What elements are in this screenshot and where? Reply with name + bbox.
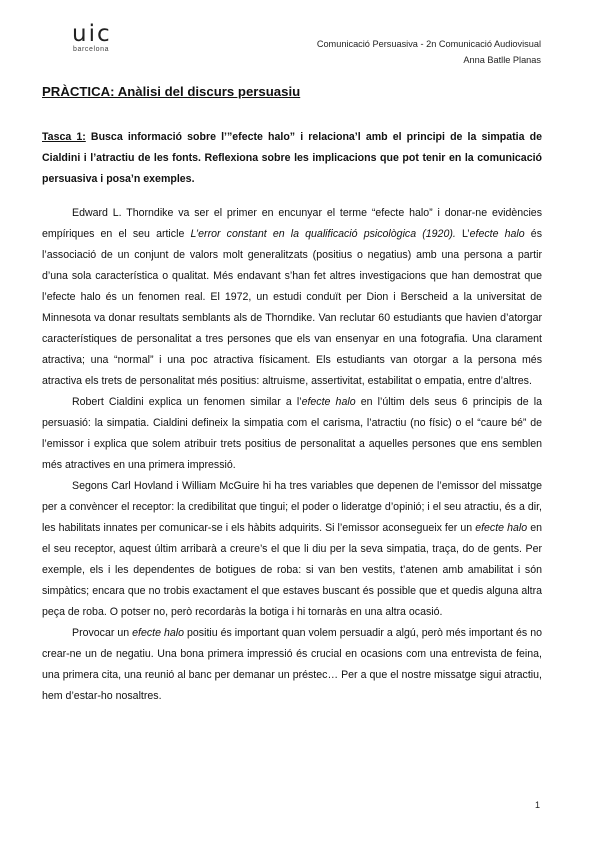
task-statement bbox=[42, 127, 542, 190]
p2-term: efecte halo bbox=[301, 396, 356, 408]
p3-text-a: Segons Carl Hovland i William McGuire hi ha tres variables que depenen de l’emissor del missatge per a convèncer el receptor: la credibilitat que tingui; el poder o lideratge d’opinió; i el seu atractiu, és a dir, les habilitats innates per comunicar-se i els hàbits adquirits. Si l’emissor aconsegueix fer un bbox=[42, 480, 542, 534]
logo-subtitle: barcelona bbox=[73, 46, 110, 53]
p3-text-c: en el seu receptor, aquest últim arribarà a creure’s el que li diu per la seva simpatia, traça, do de gents. Per exemple, els i les dependentes de botigues de roba: si van ben vestits, t’atenen amb amabilitat i són simpàtics; encara que no trobis exactament el que estaves buscant és possible que et quedis alguna altra peça de roba. O potser no, però recordaràs la botiga i hi tornaràs en una altra ocasió. bbox=[42, 522, 542, 618]
p3-term: efecte halo bbox=[475, 522, 528, 534]
logo-wordmark: uic bbox=[72, 21, 112, 47]
p4-text-c: positiu és important quan volem persuadir a algú, però més important és no crear-ne un de negatiu. Una bona primera impressió és crucial en ocasions com una entrevista de feina, una primera cita, una reunió al banc per demanar un préstec… Per a que el nostre missatge sigui atractiu, hem d’estar-ho nosaltres. bbox=[42, 627, 543, 702]
paragraph-4 bbox=[42, 623, 542, 707]
p2-text-a: Robert Cialdini explica un fenomen similar a l’ bbox=[72, 396, 302, 408]
task-text: Busca informació sobre l’”efecte halo” i relaciona’l amb el principi de la simpatia de Cialdini i l’atractiu de les fonts. Reflexiona sobre les implicacions que pot tenir en la comunicació persuasiva i posa’n exemples. bbox=[42, 131, 542, 185]
paragraph-2 bbox=[42, 392, 542, 476]
p1-text-c: L’ bbox=[455, 228, 470, 240]
p2-text-c: en l’últim dels seus 6 principis de la persuasió: la simpatia. Cialdini defineix la simpatia com el carisma, l’atractiu (no físic) o el “caure bé” de l’emissor i explica que solem atribuir trets positius de personalitat a aquelles persones que ens semblen més atractives en una primera impressió. bbox=[42, 396, 543, 471]
p4-text-a: Provocar un bbox=[72, 627, 133, 639]
page-header bbox=[317, 36, 541, 68]
page-number: 1 bbox=[534, 800, 540, 810]
p1-article-title: L’error constant en la qualificació psicològica (1920). bbox=[190, 228, 456, 240]
paragraph-3 bbox=[42, 476, 542, 623]
paragraph-1 bbox=[42, 203, 542, 392]
page-title: PRÀCTICA: Anàlisi del discurs persuasiu bbox=[42, 84, 301, 99]
university-logo bbox=[72, 22, 122, 60]
p1-text-a: Edward L. Thorndike va ser el primer en encunyar el terme “efecte halo” i donar-ne evidències empíriques en el seu article bbox=[42, 207, 542, 240]
p4-term: efecte halo bbox=[132, 627, 185, 639]
course-name: Comunicació Persuasiva - 2n Comunicació Audiovisual bbox=[316, 39, 541, 49]
p1-text-e: és l’associació de un conjunt de valors molt generalitzats (positius o negatius) amb una persona a partir d’una sola característica o qualitat. Més endavant s’han fet altres investigacions que han demostrat que l’efecte halo és un fenomen real. El 1972, un estudi conduït per Dion i Berscheid a la universitat de Minnesota va donar resultats semblants als de Thorndike. Van reclutar 60 estudiants que havien d’atorgar característiques de personalitat a tres persones que els van ensenyar en una fotografia. Una clarament atractiva; una “normal” i una poc atractiva físicament. Els estudiants van otorgar a la persona més atractiva els trets de personalitat més positius: altruisme, assertivitat, estabilitat o empatia, entre d’altres. bbox=[42, 228, 542, 387]
p1-term: efecte halo bbox=[469, 228, 525, 240]
author-name: Anna Batlle Planas bbox=[463, 55, 541, 65]
body-text bbox=[42, 203, 542, 707]
task-label: Tasca 1: bbox=[42, 131, 86, 143]
